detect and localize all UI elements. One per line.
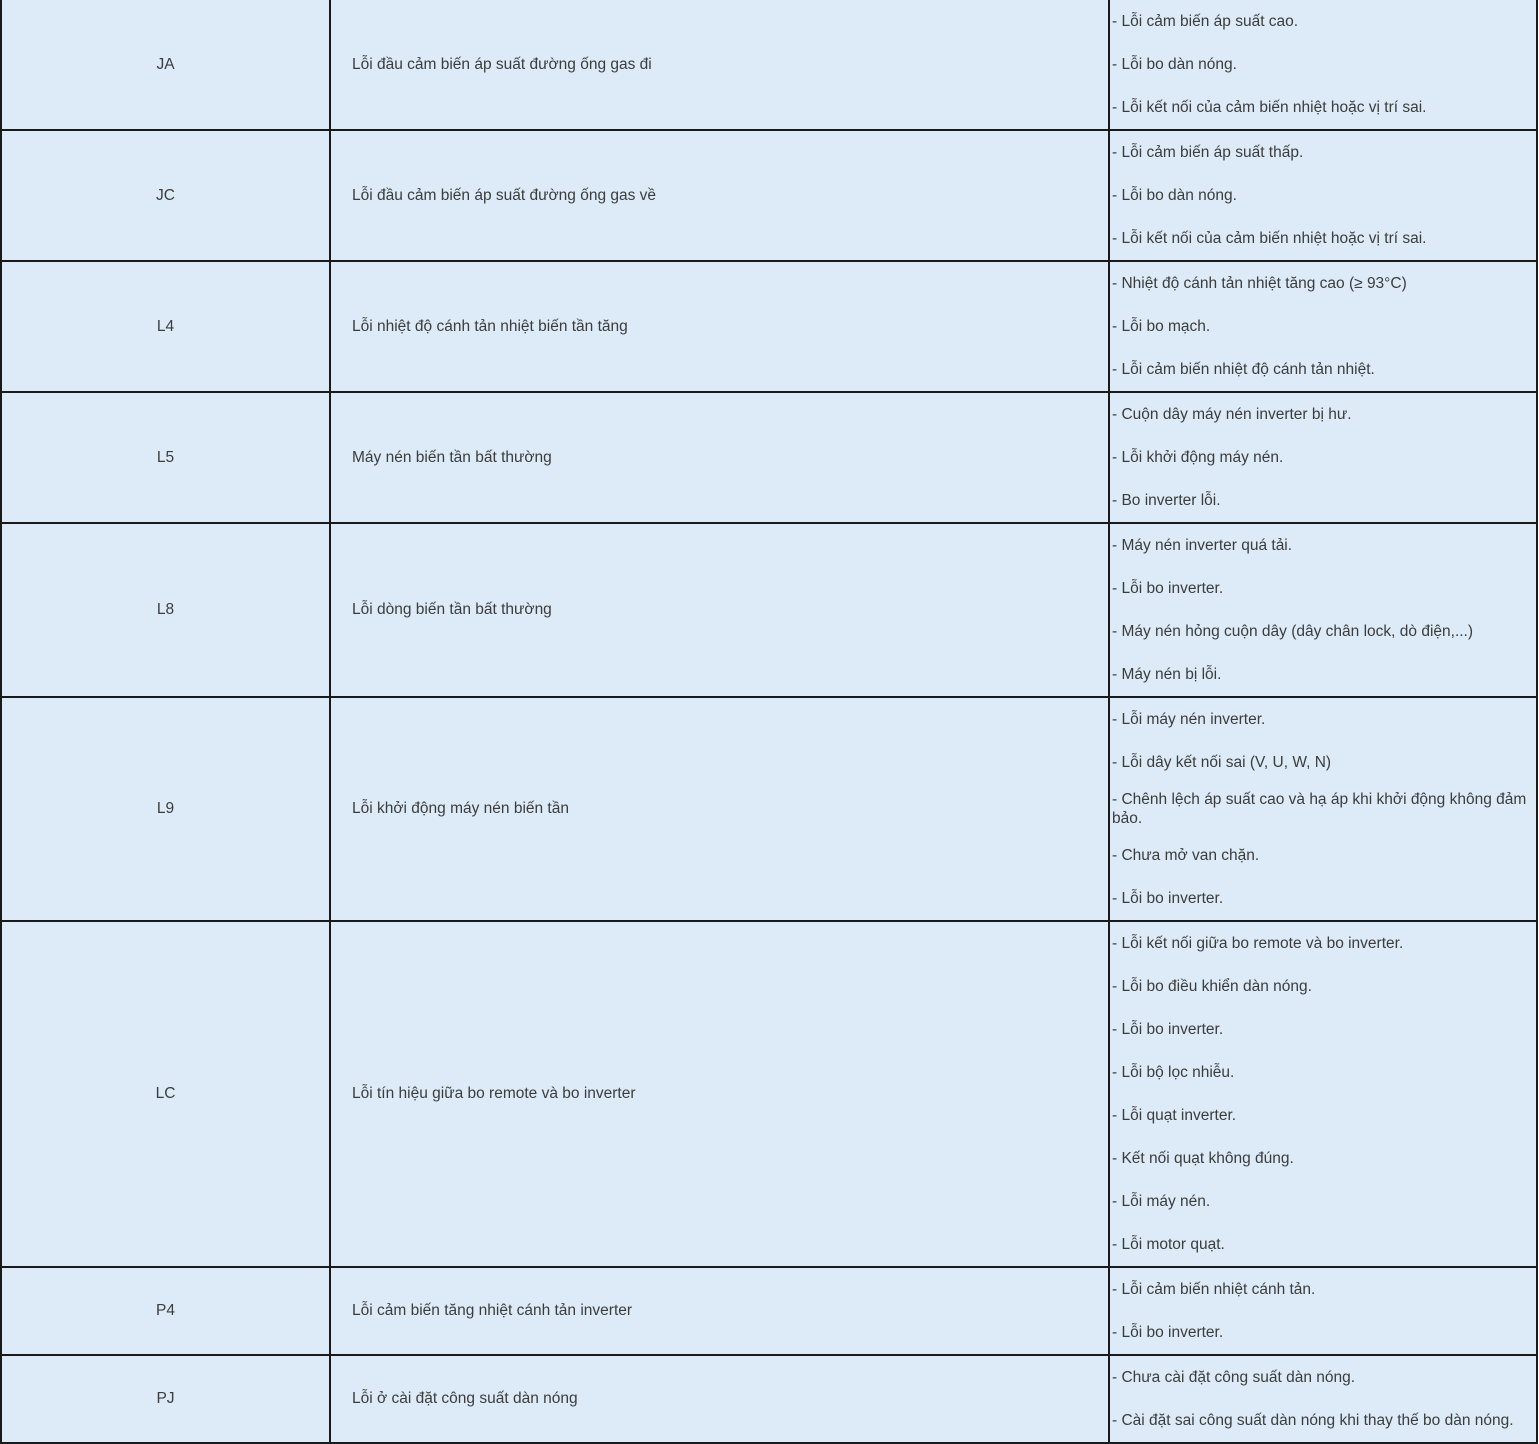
cause-item: - Lỗi cảm biến áp suất thấp.	[1112, 144, 1304, 161]
error-code-cell: PJ	[1, 1355, 330, 1443]
error-code-cell: JC	[1, 130, 330, 261]
error-description-cell: Lỗi đầu cảm biến áp suất đường ống gas về	[330, 130, 1109, 261]
error-causes-cell	[1109, 523, 1537, 697]
cause-item: - Chưa mở van chặn.	[1112, 847, 1260, 864]
error-description-cell: Lỗi nhiệt độ cánh tản nhiệt biến tần tăng	[330, 261, 1109, 392]
error-code-cell: L5	[1, 392, 330, 523]
error-code-table-body	[1, 0, 1537, 1443]
error-code-cell: P4	[1, 1267, 330, 1355]
cause-item: - Lỗi bo inverter.	[1112, 580, 1224, 597]
error-code-cell: JA	[1, 0, 330, 130]
error-description-cell: Lỗi ở cài đặt công suất dàn nóng	[330, 1355, 1109, 1443]
cause-item: - Lỗi bo inverter.	[1112, 1021, 1224, 1038]
cause-item: - Lỗi cảm biến nhiệt độ cánh tản nhiệt.	[1112, 361, 1375, 378]
error-causes-cell	[1109, 0, 1537, 130]
cause-item: - Cài đặt sai công suất dàn nóng khi thay thế bo dàn nóng.	[1112, 1412, 1514, 1429]
error-code-cell: L4	[1, 261, 330, 392]
error-code-cell: LC	[1, 921, 330, 1267]
error-causes-cell	[1109, 921, 1537, 1267]
cause-item: - Lỗi khởi động máy nén.	[1112, 449, 1284, 466]
cause-item: - Lỗi máy nén.	[1112, 1193, 1211, 1210]
cause-item: - Máy nén hỏng cuộn dây (dây chân lock, dò điện,...)	[1112, 623, 1474, 640]
error-causes-cell	[1109, 130, 1537, 261]
cause-item: - Lỗi cảm biến áp suất cao.	[1112, 13, 1299, 30]
cause-item: - Lỗi kết nối của cảm biến nhiệt hoặc vị trí sai.	[1112, 99, 1427, 116]
table-row	[1, 261, 1537, 392]
cause-item: - Lỗi quạt inverter.	[1112, 1107, 1237, 1124]
cause-item: - Lỗi cảm biến nhiệt cánh tản.	[1112, 1281, 1316, 1298]
table-row	[1, 1355, 1537, 1443]
error-causes-cell	[1109, 1267, 1537, 1355]
cause-item: - Máy nén inverter quá tải.	[1112, 537, 1293, 554]
error-causes-cell	[1109, 261, 1537, 392]
cause-item: - Nhiệt độ cánh tản nhiệt tăng cao (≥ 93°C)	[1112, 275, 1407, 292]
cause-item: - Chưa cài đặt công suất dàn nóng.	[1112, 1369, 1356, 1386]
table-row	[1, 392, 1537, 523]
error-description-cell: Máy nén biến tần bất thường	[330, 392, 1109, 523]
table-row	[1, 130, 1537, 261]
error-code-cell: L8	[1, 523, 330, 697]
cause-item: - Lỗi bo inverter.	[1112, 890, 1224, 907]
cause-item: - Cuộn dây máy nén inverter bị hư.	[1112, 406, 1352, 423]
cause-item: - Lỗi bo dàn nóng.	[1112, 56, 1237, 73]
cause-item: - Lỗi bo dàn nóng.	[1112, 187, 1237, 204]
error-description-cell: Lỗi tín hiệu giữa bo remote và bo inverter	[330, 921, 1109, 1267]
error-code-cell: L9	[1, 697, 330, 921]
cause-item: - Lỗi motor quạt.	[1112, 1236, 1225, 1253]
cause-item: - Lỗi máy nén inverter.	[1112, 711, 1266, 728]
cause-item: - Lỗi kết nối của cảm biến nhiệt hoặc vị trí sai.	[1112, 230, 1427, 247]
cause-item: - Máy nén bị lỗi.	[1112, 666, 1222, 683]
cause-item: - Lỗi bộ lọc nhiễu.	[1112, 1064, 1235, 1081]
cause-item: - Lỗi dây kết nối sai (V, U, W, N)	[1112, 754, 1332, 771]
table-row	[1, 921, 1537, 1267]
error-description-cell: Lỗi dòng biến tần bất thường	[330, 523, 1109, 697]
cause-item: - Lỗi bo mạch.	[1112, 318, 1211, 335]
table-row	[1, 1267, 1537, 1355]
table-row	[1, 697, 1537, 921]
cause-item: - Kết nối quạt không đúng.	[1112, 1150, 1294, 1167]
table-row	[1, 523, 1537, 697]
cause-item: - Lỗi bo inverter.	[1112, 1324, 1224, 1341]
error-description-cell: Lỗi cảm biến tăng nhiệt cánh tản inverter	[330, 1267, 1109, 1355]
cause-item: - Lỗi bo điều khiển dàn nóng.	[1112, 978, 1312, 995]
error-description-cell: Lỗi đầu cảm biến áp suất đường ống gas đi	[330, 0, 1109, 130]
cause-item: - Lỗi kết nối giữa bo remote và bo inverter.	[1112, 935, 1404, 952]
cause-item: - Chênh lệch áp suất cao và hạ áp khi khởi động không đảm bảo.	[1112, 791, 1527, 827]
cause-item: - Bo inverter lỗi.	[1112, 492, 1221, 509]
error-causes-cell	[1109, 392, 1537, 523]
error-causes-cell	[1109, 1355, 1537, 1443]
error-causes-cell	[1109, 697, 1537, 921]
table-row	[1, 0, 1537, 130]
error-description-cell: Lỗi khởi động máy nén biến tần	[330, 697, 1109, 921]
